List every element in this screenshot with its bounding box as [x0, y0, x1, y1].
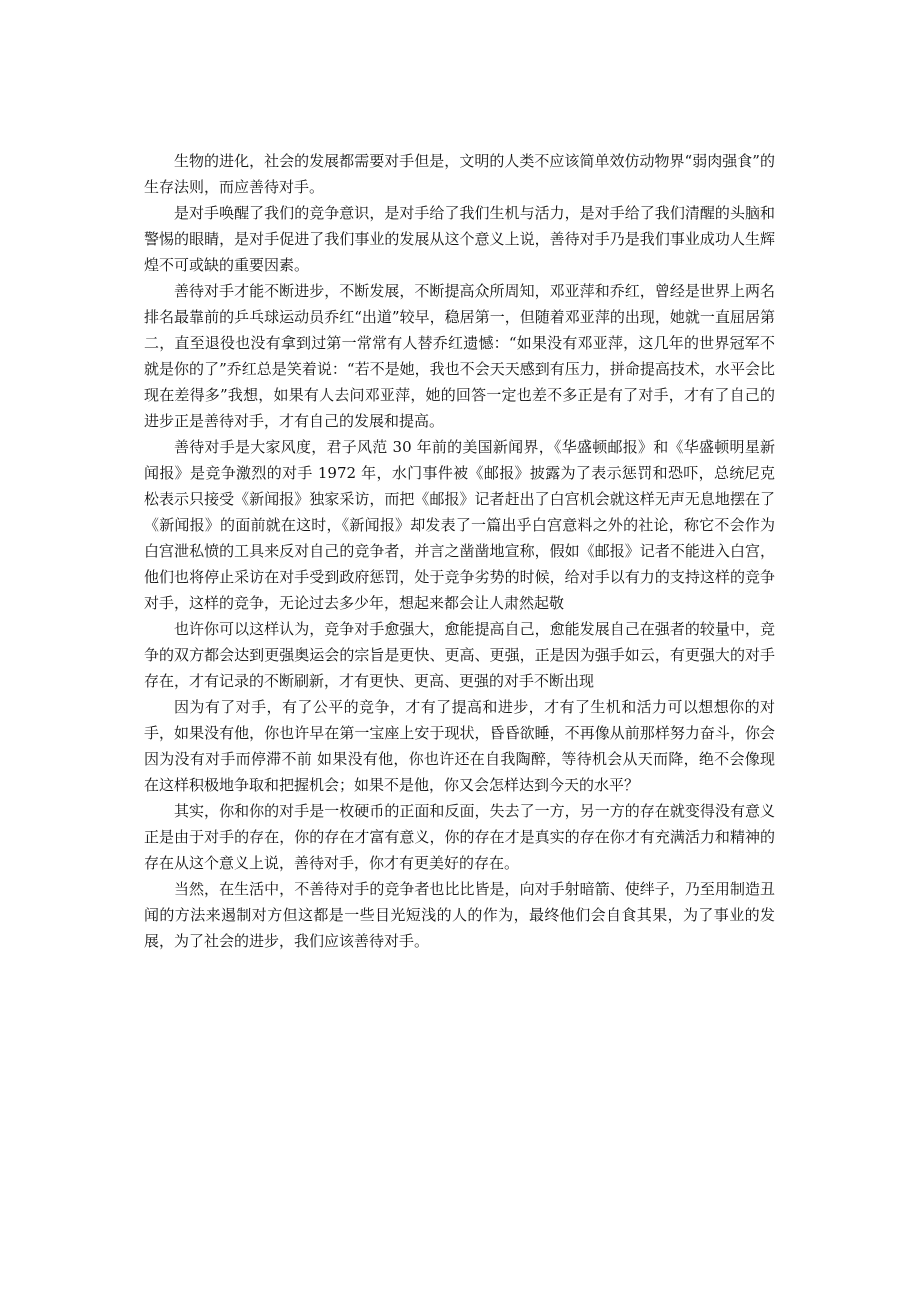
paragraph-1: 生物的进化，社会的发展都需要对手但是，文明的人类不应该简单效仿动物界“弱肉强食”的生存法则，而应善待对手。 [144, 152, 775, 196]
paragraph-3: 善待对手才能不断进步，不断发展，不断提高众所周知，邓亚萍和乔红，曾经是世界上两名排名最靠前的乒乓球运动员乔红“出道”较早，稳居第一，但随着邓亚萍的出现，她就一直屈居第二，直至退役也没有拿到过第一常常有人替乔红遗憾：“如果没有邓亚萍，这几年的世界冠军不就是你的了”乔红总是笑着说：“若不是她，我也不会天天感到有压力，拼命提高技术，水平会比现在差得多”我想，如果有人去问邓亚萍，她的回答一定也差不多正是有了对手，才有了自己的进步正是善待对手，才有自己的发展和提高。 [144, 282, 775, 430]
document-body [144, 148, 775, 954]
paragraph-2: 是对手唤醒了我们的竞争意识，是对手给了我们生机与活力，是对手给了我们清醒的头脑和警惕的眼睛，是对手促进了我们事业的发展从这个意义上说，善待对手乃是我们事业成功人生辉煌不可或缺的重要因素。 [144, 204, 775, 274]
paragraph-5: 也许你可以这样认为，竞争对手愈强大，愈能提高自己，愈能发展自己在强者的较量中，竞争的双方都会达到更强奥运会的宗旨是更快、更高、更强，正是因为强手如云，有更强大的对手存在，才有记录的不断刷新，才有更快、更高、更强的对手不断出现 [144, 620, 775, 690]
paragraph-4: 善待对手是大家风度，君子风范 30 年前的美国新闻界，《华盛顿邮报》和《华盛顿明星新闻报》是竞争激烈的对手 1972 年，水门事件被《邮报》披露为了表示惩罚和恐吓，总统尼克松表示只接受《新闻报》独家采访，而把《邮报》记者赶出了白宫机会就这样无声无息地摆在了《新闻报》的面前就在这时，《新闻报》却发表了一篇出乎白宫意料之外的社论，称它不会作为白宫泄私愤的工具来反对自己的竞争者，并言之凿凿地宣称，假如《邮报》记者不能进入白宫，他们也将停止采访在对手受到政府惩罚，处于竞争劣势的时候，给对手以有力的支持这样的竞争对手，这样的竞争，无论过去多少年，想起来都会让人肃然起敬 [144, 438, 775, 612]
paragraph-6: 因为有了对手，有了公平的竞争，才有了提高和进步，才有了生机和活力可以想想你的对手，如果没有他，你也许早在第一宝座上安于现状，昏昏欲睡，不再像从前那样努力奋斗，你会因为没有对手而停滞不前 如果没有他，你也许还在自我陶醉，等待机会从天而降，绝不会像现在这样积极地争取和把握机会；如果不是他，你又会怎样达到今天的水平？ [144, 698, 775, 794]
paragraph-7: 其实，你和你的对手是一枚硬币的正面和反面，失去了一方，另一方的存在就变得没有意义正是由于对手的存在，你的存在才富有意义，你的存在才是真实的存在你才有充满活力和精神的存在从这个意义上说，善待对手，你才有更美好的存在。 [144, 802, 775, 872]
paragraph-8: 当然，在生活中，不善待对手的竞争者也比比皆是，向对手射暗箭、使绊子，乃至用制造丑闻的方法来遏制对方但这都是一些目光短浅的人的作为，最终他们会自食其果，为了事业的发展，为了社会的进步，我们应该善待对手。 [144, 880, 775, 950]
